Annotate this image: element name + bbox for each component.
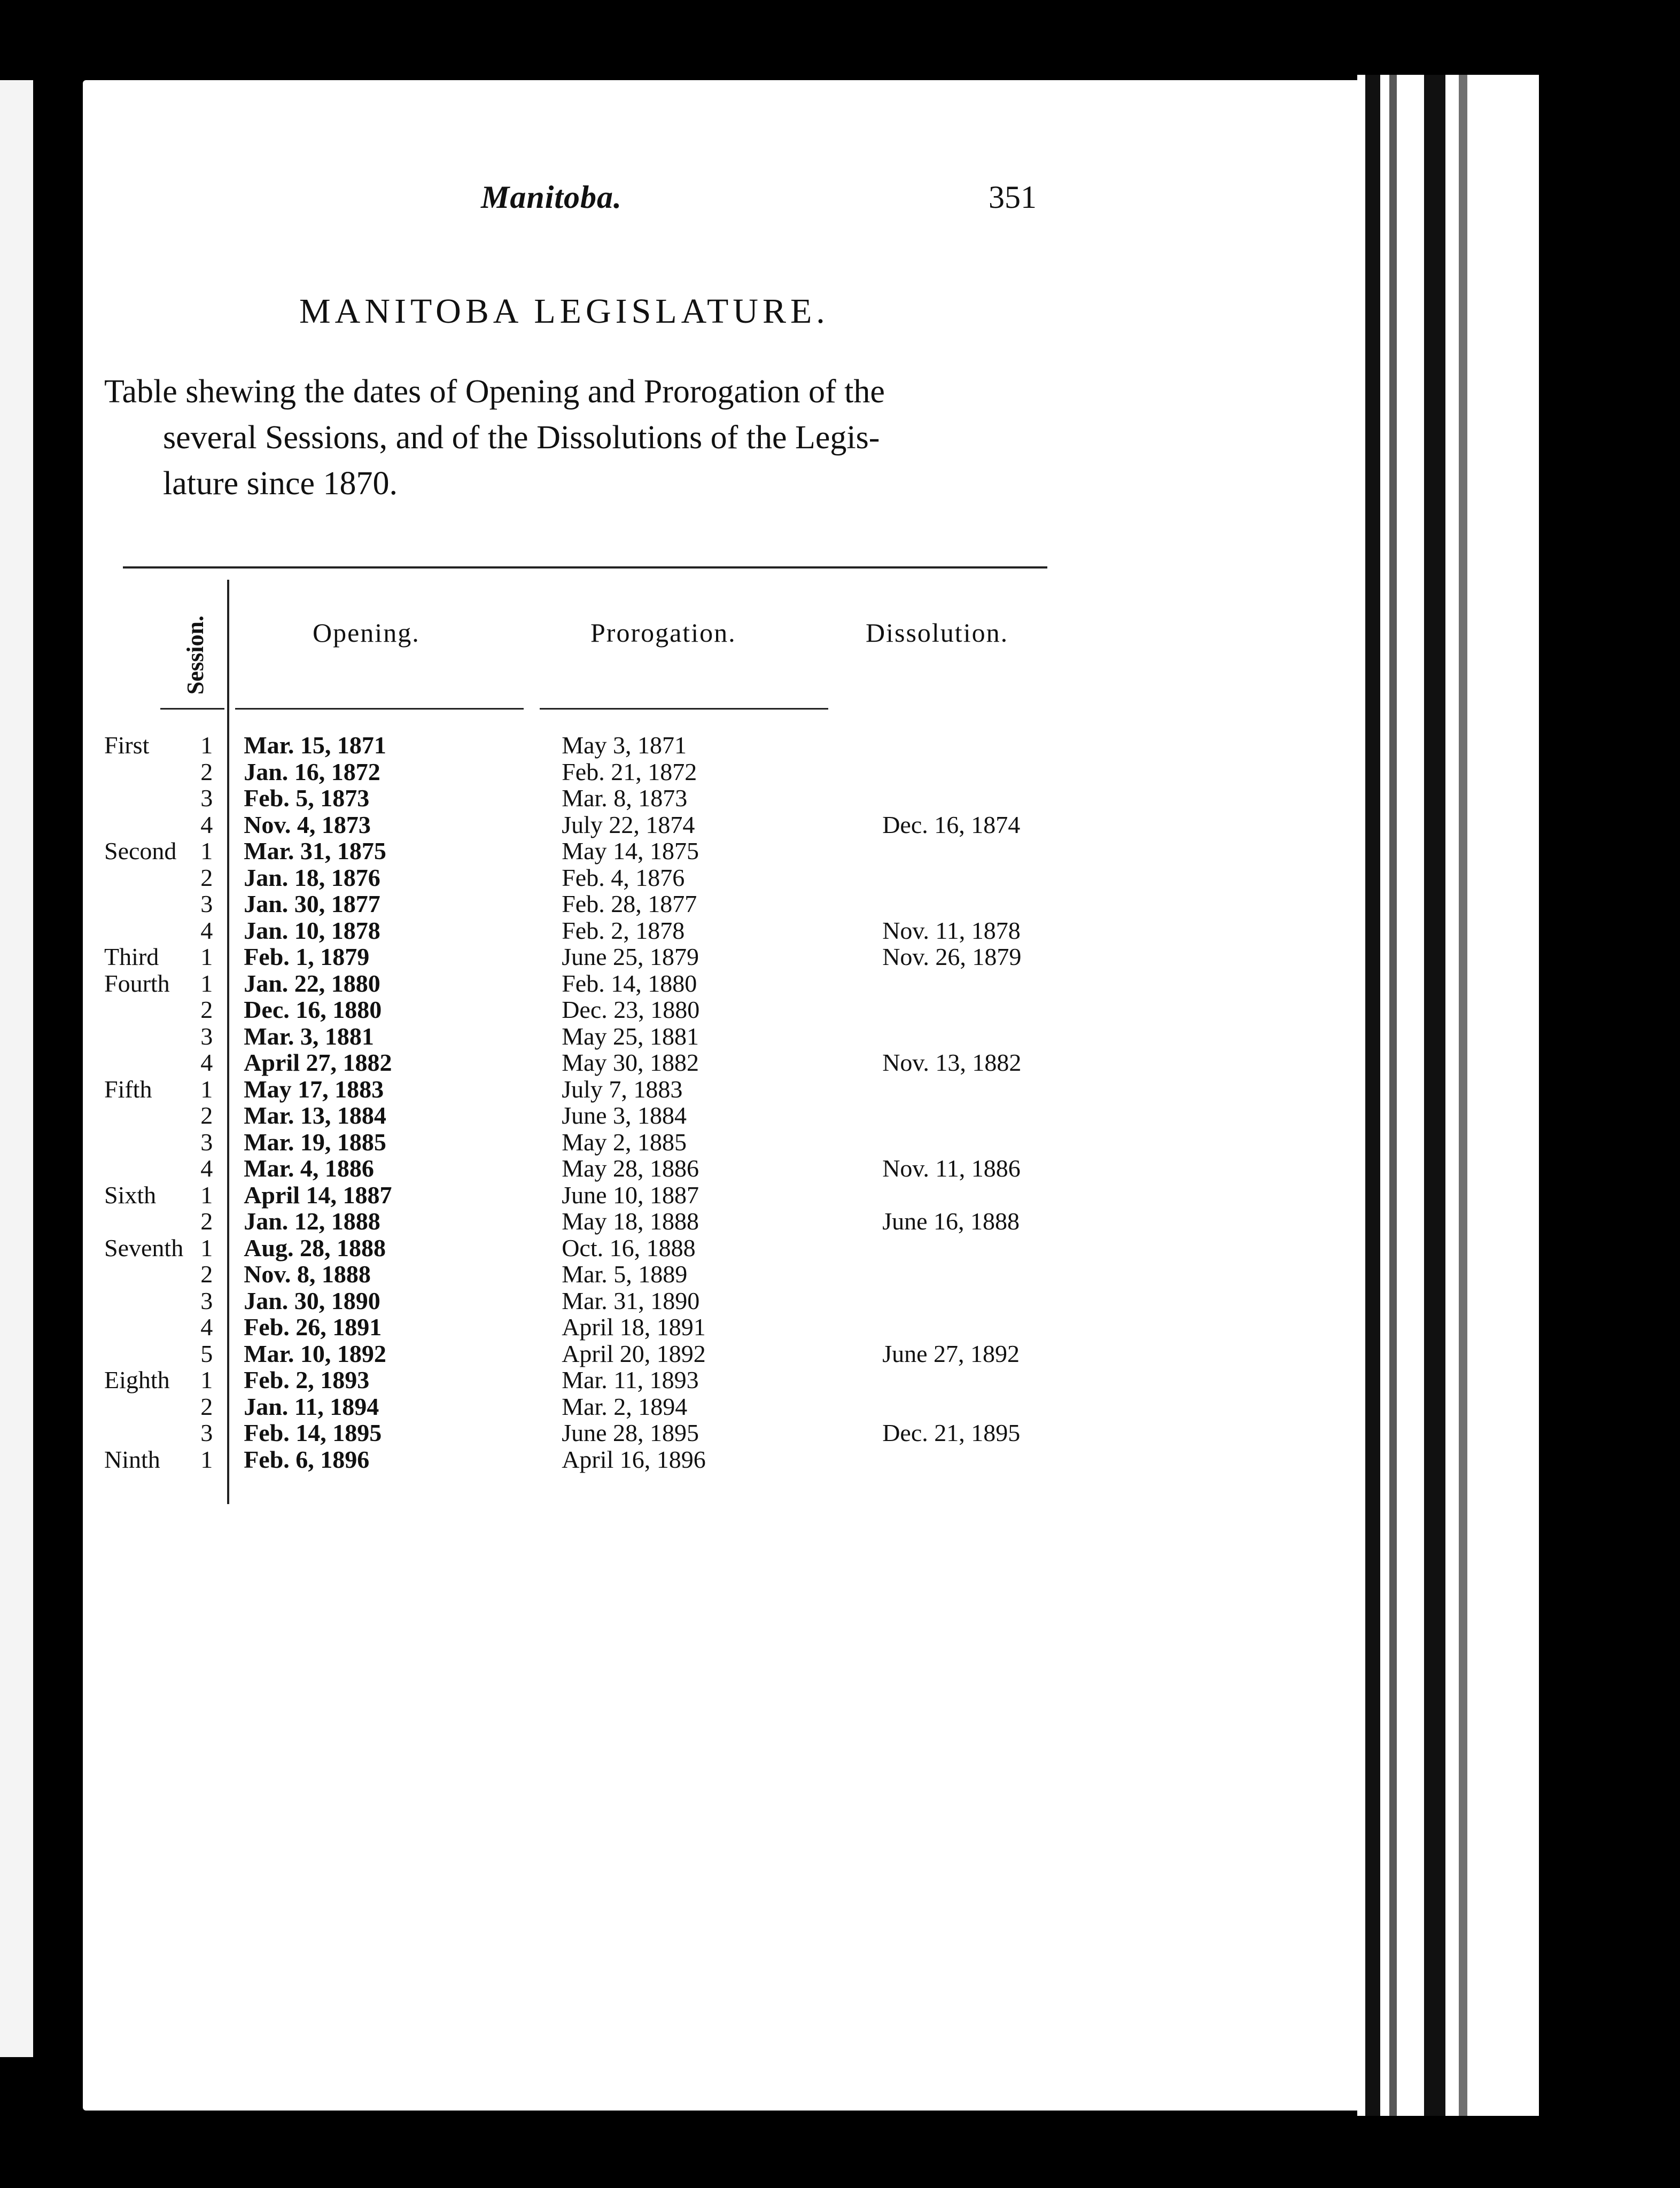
legislature-term-cell <box>104 1023 183 1050</box>
prorogation-date-cell: May 18, 1888 <box>562 1208 699 1235</box>
prorogation-date-cell: Mar. 8, 1873 <box>562 784 688 812</box>
dissolution-date-cell: Nov. 13, 1882 <box>882 1049 1022 1076</box>
session-number-cell: 3 <box>200 1022 213 1050</box>
session-number-cell: 3 <box>200 1419 213 1446</box>
prorogation-date-cell: May 14, 1875 <box>562 837 699 865</box>
dissolution-date-cell <box>861 865 1096 891</box>
table-row <box>104 865 1096 891</box>
opening-date-cell: Jan. 16, 1872 <box>244 758 380 785</box>
opening-date-cell: Mar. 13, 1884 <box>244 1102 386 1129</box>
legislature-term-cell <box>104 1393 183 1420</box>
opening-date-cell: Jan. 12, 1888 <box>244 1208 380 1235</box>
table-row <box>104 1049 1096 1076</box>
legislature-term-cell <box>104 917 183 944</box>
table-row <box>104 1446 1096 1473</box>
caption-line: several Sessions, and of the Dissolutions of the Legis- <box>163 419 880 456</box>
legislature-term-cell <box>104 759 183 785</box>
prorogation-date-cell: May 30, 1882 <box>562 1049 699 1076</box>
dissolution-date-cell <box>861 1076 1096 1103</box>
prorogation-date-cell: June 28, 1895 <box>562 1419 699 1446</box>
table-row <box>104 1102 1096 1129</box>
dissolution-date-cell <box>861 1446 1096 1473</box>
session-number-cell: 1 <box>200 1075 213 1103</box>
legislature-term-cell <box>104 785 183 812</box>
prorogation-date-cell: Mar. 2, 1894 <box>562 1392 688 1420</box>
legislature-term-cell: Ninth <box>104 1445 160 1473</box>
legislature-term-cell: Fourth <box>104 969 170 997</box>
prorogation-header: Prorogation. <box>590 618 736 648</box>
gutter-shadow-line <box>1389 75 1397 2116</box>
session-number-cell: 1 <box>200 837 213 865</box>
prorogation-date-cell: Feb. 4, 1876 <box>562 863 685 891</box>
session-number-cell: 2 <box>200 1260 213 1288</box>
table-row <box>104 838 1096 865</box>
opening-date-cell: Mar. 19, 1885 <box>244 1128 386 1156</box>
legislature-term-cell <box>104 996 183 1023</box>
dissolution-date-cell <box>861 1182 1096 1209</box>
table-caption <box>104 369 1077 507</box>
legislature-term-cell: Fifth <box>104 1075 152 1103</box>
prorogation-date-cell: Feb. 28, 1877 <box>562 890 697 917</box>
page-number: 351 <box>989 180 1037 215</box>
dissolution-date-cell <box>861 1129 1096 1156</box>
table-row <box>104 917 1096 944</box>
table-row <box>104 1314 1096 1341</box>
session-number-cell: 1 <box>200 1181 213 1209</box>
session-number-cell: 5 <box>200 1340 213 1367</box>
legislature-term-cell <box>104 865 183 891</box>
session-number-cell: 1 <box>200 943 213 970</box>
opening-date-cell: Feb. 6, 1896 <box>244 1445 370 1473</box>
legislature-term-cell <box>104 1420 183 1446</box>
header-underline <box>235 708 524 710</box>
legislature-term-cell: Seventh <box>104 1234 184 1262</box>
dissolution-header: Dissolution. <box>866 618 1009 648</box>
table-row <box>104 1420 1096 1446</box>
session-number-cell: 3 <box>200 1287 213 1314</box>
session-number-cell: 3 <box>200 890 213 917</box>
table-header <box>0 582 1680 711</box>
table-row <box>104 996 1096 1023</box>
page-title: MANITOBA LEGISLATURE. <box>299 292 829 331</box>
running-head <box>0 171 1680 224</box>
opening-date-cell: Dec. 16, 1880 <box>244 996 382 1023</box>
session-number-cell: 1 <box>200 969 213 997</box>
table-row <box>104 732 1096 759</box>
opening-date-cell: Mar. 10, 1892 <box>244 1340 386 1367</box>
table-row <box>104 1155 1096 1182</box>
legislature-term-cell <box>104 1341 183 1367</box>
dissolution-date-cell <box>861 1288 1096 1314</box>
session-number-cell: 2 <box>200 758 213 785</box>
opening-date-cell: April 27, 1882 <box>244 1049 392 1076</box>
opening-date-cell: Nov. 4, 1873 <box>244 811 371 838</box>
dissolution-date-cell <box>861 891 1096 917</box>
dissolution-date-cell: Dec. 16, 1874 <box>882 811 1021 838</box>
dissolution-date-cell <box>861 970 1096 997</box>
prorogation-date-cell: Mar. 31, 1890 <box>562 1287 700 1314</box>
table-row <box>104 1129 1096 1156</box>
legislature-term-cell <box>104 1129 183 1156</box>
scan-background <box>1539 75 1680 2116</box>
table-row <box>104 1235 1096 1262</box>
table-row <box>104 759 1096 785</box>
header-underline <box>540 708 828 710</box>
legislature-term-cell <box>104 891 183 917</box>
prorogation-date-cell: Mar. 11, 1893 <box>562 1366 699 1393</box>
table-row <box>104 1367 1096 1393</box>
table-top-rule <box>123 566 1047 569</box>
session-number-cell: 1 <box>200 1366 213 1393</box>
session-number-cell: 1 <box>200 1234 213 1262</box>
opening-date-cell: Feb. 14, 1895 <box>244 1419 382 1446</box>
legislature-term-cell <box>104 1288 183 1314</box>
opening-date-cell: Feb. 26, 1891 <box>244 1313 382 1341</box>
dissolution-date-cell <box>861 759 1096 785</box>
opening-date-cell: May 17, 1883 <box>244 1075 384 1103</box>
session-number-cell: 4 <box>200 916 213 944</box>
session-number-cell: 3 <box>200 1128 213 1156</box>
table-row <box>104 812 1096 838</box>
opening-date-cell: Jan. 10, 1878 <box>244 916 380 944</box>
dissolution-date-cell <box>861 732 1096 759</box>
table-row <box>104 1341 1096 1367</box>
prorogation-date-cell: June 10, 1887 <box>562 1181 699 1209</box>
dissolution-date-cell <box>861 1367 1096 1393</box>
legislature-term-cell <box>104 1314 183 1341</box>
table-row <box>104 1023 1096 1050</box>
prorogation-date-cell: July 7, 1883 <box>562 1075 683 1103</box>
prorogation-date-cell: April 20, 1892 <box>562 1340 706 1367</box>
table-row <box>104 1182 1096 1209</box>
opening-date-cell: Mar. 15, 1871 <box>244 731 386 759</box>
prorogation-date-cell: May 3, 1871 <box>562 731 687 759</box>
dissolution-date-cell <box>861 838 1096 865</box>
running-head-title: Manitoba. <box>481 180 623 215</box>
prorogation-date-cell: Mar. 5, 1889 <box>562 1260 688 1288</box>
dissolution-date-cell <box>861 996 1096 1023</box>
opening-header: Opening. <box>313 618 420 648</box>
prorogation-date-cell: Oct. 16, 1888 <box>562 1234 696 1262</box>
table-row <box>104 970 1096 997</box>
prorogation-date-cell: Dec. 23, 1880 <box>562 996 700 1023</box>
opening-date-cell: Mar. 31, 1875 <box>244 837 386 865</box>
legislature-term-cell <box>104 1261 183 1288</box>
opening-date-cell: Jan. 18, 1876 <box>244 863 380 891</box>
prorogation-date-cell: April 18, 1891 <box>562 1313 706 1341</box>
table-row <box>104 1076 1096 1103</box>
opening-date-cell: April 14, 1887 <box>244 1181 392 1209</box>
session-number-cell: 3 <box>200 784 213 812</box>
opening-date-cell: Jan. 11, 1894 <box>244 1392 379 1420</box>
opening-date-cell: Aug. 28, 1888 <box>244 1234 386 1262</box>
dissolution-date-cell: Dec. 21, 1895 <box>882 1419 1021 1446</box>
prorogation-date-cell: May 28, 1886 <box>562 1155 699 1182</box>
table-row <box>104 944 1096 970</box>
opening-date-cell: Jan. 22, 1880 <box>244 969 380 997</box>
dissolution-date-cell: June 27, 1892 <box>882 1340 1020 1367</box>
page-gutter <box>1357 75 1539 2116</box>
opening-date-cell: Mar. 3, 1881 <box>244 1022 374 1050</box>
opening-date-cell: Feb. 2, 1893 <box>244 1366 370 1393</box>
legislature-term-cell <box>104 812 183 838</box>
legislature-term-cell: Sixth <box>104 1181 157 1209</box>
prorogation-date-cell: Feb. 21, 1872 <box>562 758 697 785</box>
session-header <box>182 593 214 705</box>
legislature-term-cell <box>104 1155 183 1182</box>
session-number-cell: 2 <box>200 1392 213 1420</box>
session-number-cell: 2 <box>200 996 213 1023</box>
table-row <box>104 1288 1096 1314</box>
opening-date-cell: Jan. 30, 1890 <box>244 1287 380 1314</box>
dissolution-date-cell <box>861 1261 1096 1288</box>
dissolution-date-cell <box>861 1393 1096 1420</box>
prorogation-date-cell: June 3, 1884 <box>562 1102 687 1129</box>
prorogation-date-cell: Feb. 2, 1878 <box>562 916 685 944</box>
legislature-term-cell <box>104 1208 183 1235</box>
table-row <box>104 1393 1096 1420</box>
caption-line: Table shewing the dates of Opening and Prorogation of the <box>104 373 885 410</box>
legislature-term-cell <box>104 1049 183 1076</box>
prorogation-date-cell: Feb. 14, 1880 <box>562 969 697 997</box>
prorogation-date-cell: May 2, 1885 <box>562 1128 687 1156</box>
table-row <box>104 891 1096 917</box>
legislature-term-cell: Eighth <box>104 1366 170 1393</box>
session-number-cell: 1 <box>200 731 213 759</box>
legislature-term-cell: First <box>104 731 150 759</box>
opening-date-cell: Mar. 4, 1886 <box>244 1155 374 1182</box>
dissolution-date-cell: Nov. 11, 1886 <box>882 1155 1021 1182</box>
legislature-term-cell <box>104 1102 183 1129</box>
session-number-cell: 2 <box>200 1102 213 1129</box>
prorogation-date-cell: April 16, 1896 <box>562 1445 706 1473</box>
prorogation-date-cell: July 22, 1874 <box>562 811 695 838</box>
prorogation-date-cell: June 25, 1879 <box>562 943 699 970</box>
sessions-table <box>104 732 1096 1473</box>
legislature-term-cell: Second <box>104 837 177 865</box>
dissolution-date-cell <box>861 1023 1096 1050</box>
session-number-cell: 2 <box>200 1208 213 1235</box>
caption-line: lature since 1870. <box>163 465 398 502</box>
dissolution-date-cell <box>861 1314 1096 1341</box>
gutter-shadow-line <box>1365 75 1380 2116</box>
gutter-shadow-line <box>1459 75 1467 2116</box>
session-number-cell: 4 <box>200 1313 213 1341</box>
prorogation-date-cell: May 25, 1881 <box>562 1022 699 1050</box>
dissolution-date-cell <box>861 1102 1096 1129</box>
dissolution-date-cell: Nov. 26, 1879 <box>882 943 1022 970</box>
legislature-term-cell: Third <box>104 943 159 970</box>
opening-date-cell: Feb. 1, 1879 <box>244 943 370 970</box>
table-row <box>104 785 1096 812</box>
opening-date-cell: Feb. 5, 1873 <box>244 784 370 812</box>
dissolution-date-cell: Nov. 11, 1878 <box>882 916 1021 944</box>
opening-date-cell: Jan. 30, 1877 <box>244 890 380 917</box>
session-number-cell: 4 <box>200 811 213 838</box>
dissolution-date-cell: June 16, 1888 <box>882 1208 1020 1235</box>
dissolution-date-cell <box>861 785 1096 812</box>
gutter-shadow-line <box>1424 75 1445 2116</box>
session-number-cell: 4 <box>200 1049 213 1076</box>
opening-date-cell: Nov. 8, 1888 <box>244 1260 371 1288</box>
session-number-cell: 4 <box>200 1155 213 1182</box>
table-row <box>104 1208 1096 1235</box>
header-underline <box>160 708 224 710</box>
session-number-cell: 1 <box>200 1445 213 1473</box>
session-number-cell: 2 <box>200 863 213 891</box>
table-row <box>104 1261 1096 1288</box>
dissolution-date-cell <box>861 1235 1096 1262</box>
adjacent-page-edge <box>0 80 33 2057</box>
session-header-label: Session. <box>182 616 208 695</box>
